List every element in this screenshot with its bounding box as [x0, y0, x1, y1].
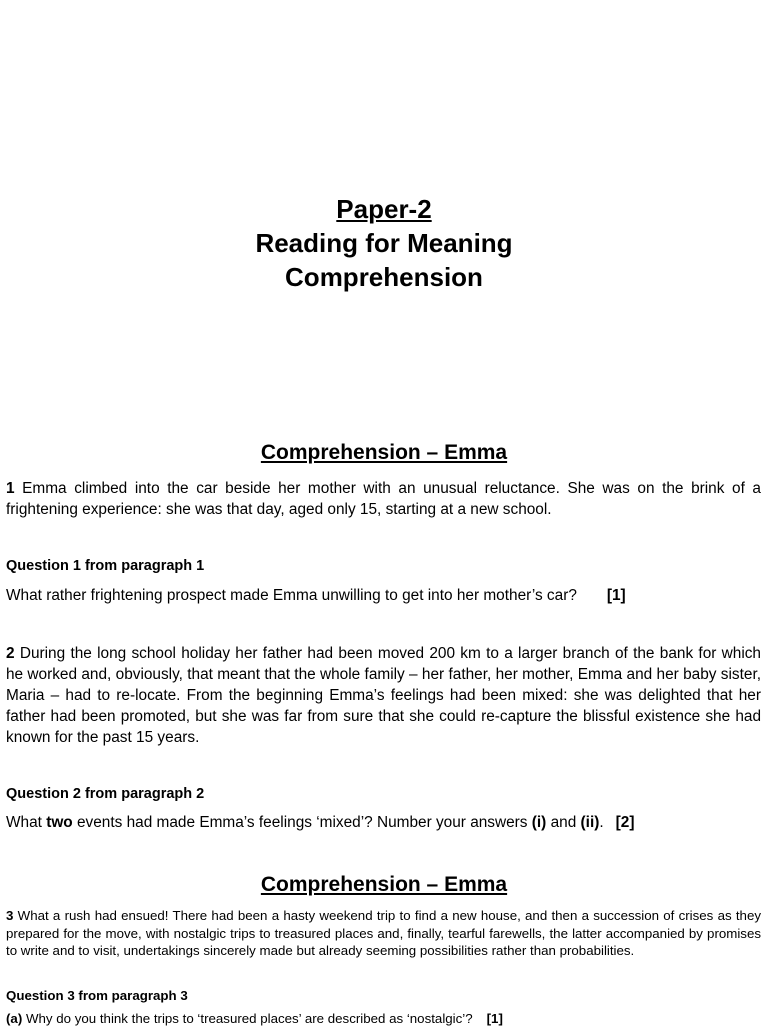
- question-3-heading: Question 3 from paragraph 3: [6, 988, 188, 1003]
- paragraph-1: [6, 478, 761, 520]
- question-text: .: [599, 814, 604, 831]
- emphasis: (i): [531, 814, 547, 831]
- comprehension-slide-1: [0, 432, 768, 864]
- comprehension-slide-2: [0, 864, 768, 1024]
- emphasis: two: [46, 814, 73, 831]
- question-text: and: [546, 814, 581, 831]
- paper-subtitle: Reading for Meaning: [255, 228, 513, 258]
- question-text: What: [6, 814, 47, 831]
- paragraph-text: What a rush had ensued! There had been a hasty weekend trip to find a new house, and then a succession of crises as they prepared for the move, with nostalgic trips to treasured places and, finally, tearful farewells, the latter accompanied by promises to write and to visit, undertakings sincerely made but already seeming possibilities rather than probabilities.: [6, 908, 761, 958]
- question-3a: [6, 1010, 503, 1028]
- question-text: events had made Emma’s feelings ‘mixed’? Number your answers: [72, 814, 532, 831]
- question-2-heading: Question 2 from paragraph 2: [6, 786, 205, 802]
- paragraph-number: 2: [6, 645, 15, 662]
- paper-title: Paper-2: [336, 194, 432, 224]
- question-1-heading: Question 1 from paragraph 1: [6, 558, 205, 574]
- paragraph-text: During the long school holiday her father had been moved 200 km to a larger branch of the bank for which he worked and, obviously, that meant that the whole family – her father, her mother, Emma and her baby sister, Maria – had to re-locate. From the beginning Emma’s feelings had been mixed: she was delighted that her father had been promoted, but she was far from sure that she could re-capture the blissful existence she had known for the past 15 years.: [6, 645, 761, 746]
- question-2: [6, 812, 761, 833]
- section-heading: Comprehension – Emma: [260, 441, 508, 464]
- title-block: [0, 192, 768, 294]
- title-slide: [0, 0, 768, 432]
- marks-label: [2]: [615, 814, 635, 831]
- question-text: Why do you think the trips to ‘treasured places’ are described as ‘nostalgic’?: [22, 1011, 473, 1026]
- marks-label: [1]: [486, 1011, 503, 1026]
- paragraph-number: 1: [6, 480, 15, 497]
- question-1: [6, 585, 761, 606]
- marks-label: [1]: [606, 587, 626, 604]
- paragraph-text: Emma climbed into the car beside her mother with an unusual reluctance. She was on the brink of a frightening experience: she was that day, aged only 15, starting at a new school.: [6, 480, 761, 518]
- paragraph-2: [6, 643, 761, 748]
- paragraph-number: 3: [6, 908, 14, 923]
- section-heading: Comprehension – Emma: [260, 873, 508, 896]
- emphasis: (ii): [580, 814, 600, 831]
- paragraph-3: [6, 907, 761, 960]
- question-text: What rather frightening prospect made Emma unwilling to get into her mother’s car?: [6, 587, 577, 604]
- question-part-label: (a): [6, 1011, 23, 1026]
- paper-section: Comprehension: [285, 262, 483, 292]
